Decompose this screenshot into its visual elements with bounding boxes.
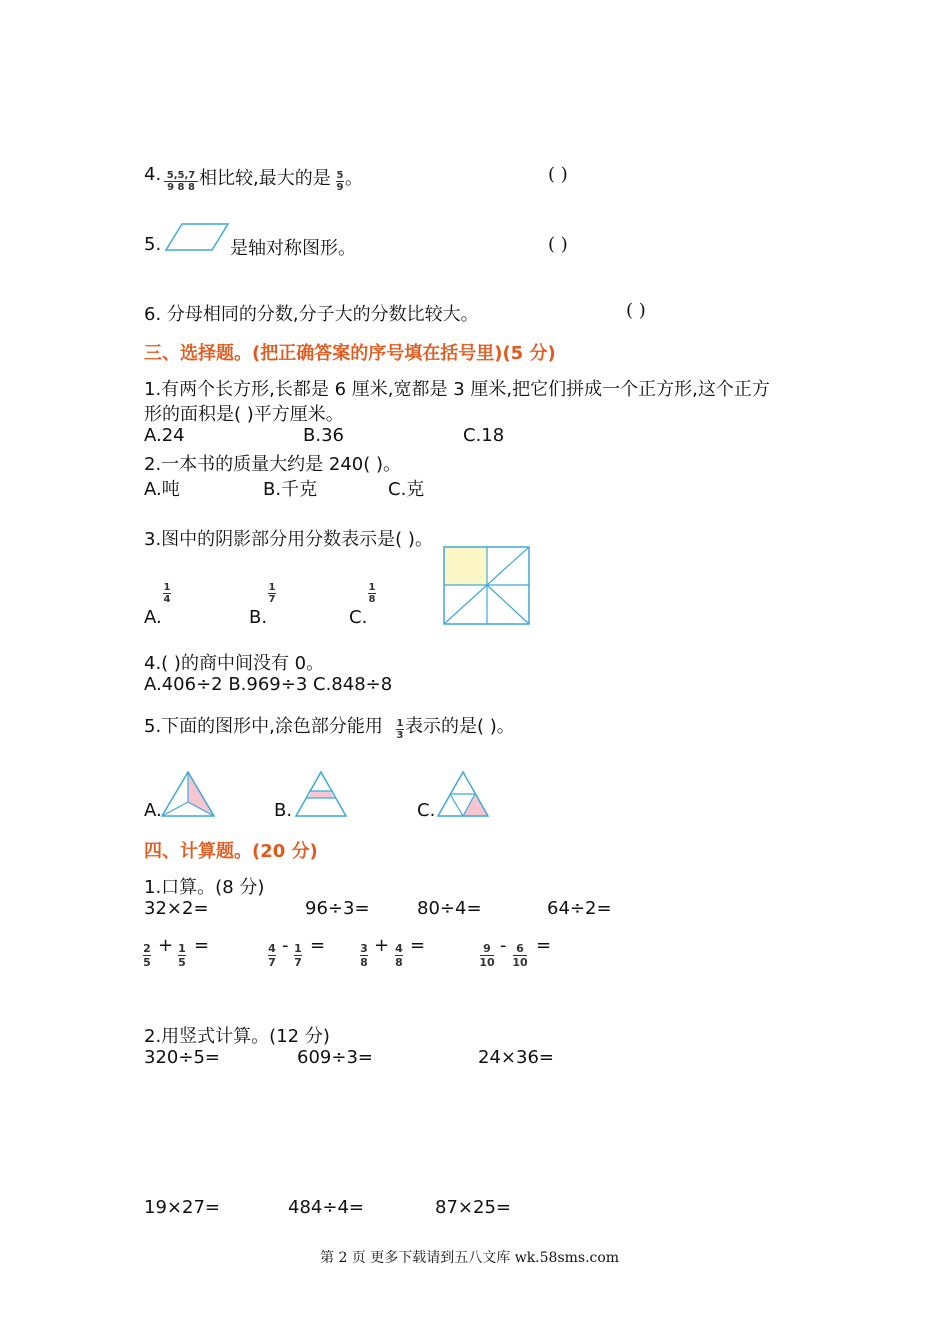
choice-q3-option-c-fraction: 1 8 (368, 582, 376, 605)
choice-q1-option-a[interactable]: A.24 (144, 425, 185, 446)
frac-expr-1-a: 2 5 (143, 942, 151, 969)
choice-q5-text-pre: 5.下面的图形中,涂色部分能用 (144, 716, 383, 737)
vertical-item-5: 484÷4= (288, 1197, 364, 1218)
choice-q1-line1: 1.有两个长方形,长都是 6 厘米,宽都是 3 厘米,把它们拼成一个正方形,这个正方 (144, 379, 770, 400)
frac-expr-4-eq: = (536, 935, 552, 956)
oral-item-4: 64÷2= (547, 898, 612, 919)
choice-q5-fraction: 1 3 (396, 718, 404, 741)
choice-q2-option-c[interactable]: C.克 (388, 479, 425, 500)
vertical-item-4: 19×27= (144, 1197, 220, 1218)
choice-q2-option-b[interactable]: B.千克 (263, 479, 318, 500)
choice-q5-option-a[interactable]: A. (144, 800, 162, 821)
frac-expr-2-b: 1 7 (294, 942, 302, 969)
oral-item-3: 80÷4= (417, 898, 482, 919)
choice-q3-option-a-fraction: 1 4 (163, 582, 171, 605)
frac-expr-3-eq: = (410, 935, 426, 956)
frac-expr-3-a: 3 8 (360, 942, 368, 969)
triangle-figure-c (436, 770, 490, 818)
judge-q5-text: 是轴对称图形。 (230, 238, 356, 259)
frac-expr-4-op: - (500, 935, 507, 956)
frac-expr-3-op: + (374, 935, 390, 956)
triangle-figure-b (294, 770, 348, 818)
choice-q3-text: 3.图中的阴影部分用分数表示是( )。 (144, 529, 433, 550)
choice-q2-option-a[interactable]: A.吨 (144, 479, 180, 500)
frac-expr-1-eq: = (194, 935, 210, 956)
vertical-item-3: 24×36= (478, 1047, 554, 1068)
judge-q4-text: 相比较,最大的是 (199, 168, 331, 189)
choice-q2-text: 2.一本书的质量大约是 240( )。 (144, 454, 402, 475)
vertical-item-1: 320÷5= (144, 1047, 220, 1068)
choice-q5-option-c[interactable]: C. (417, 800, 436, 821)
shaded-square-figure (443, 546, 531, 626)
vertical-item-6: 87×25= (435, 1197, 511, 1218)
page-footer: 第 2 页 更多下载请到五八文库 wk.58sms.com (320, 1250, 620, 1266)
judge-q4-answer-blank[interactable]: ( ) (548, 164, 568, 185)
choice-q1-option-b[interactable]: B.36 (303, 425, 344, 446)
vertical-calc-title: 2.用竖式计算。(12 分) (144, 1026, 330, 1047)
judge-q5-number: 5. (144, 234, 162, 255)
judge-q4-fractions: 5,5,7 9 8 8 (163, 170, 199, 193)
judge-q6-answer-blank[interactable]: ( ) (626, 300, 646, 321)
choice-q5-text-post: 表示的是( )。 (405, 716, 515, 737)
parallelogram-figure (164, 222, 230, 252)
vertical-item-2: 609÷3= (297, 1047, 373, 1068)
frac-expr-1-op: + (158, 935, 174, 956)
choice-q3-option-a[interactable]: A. (144, 607, 162, 628)
choice-q1-option-c[interactable]: C.18 (463, 425, 505, 446)
choice-q3-option-c[interactable]: C. (349, 607, 368, 628)
judge-q5-answer-blank[interactable]: ( ) (548, 234, 568, 255)
judge-q4-end: 。 (345, 168, 363, 189)
frac-expr-4-b: 6 10 (512, 942, 528, 969)
judge-q4-answer-fraction: 5 9 (336, 170, 344, 193)
frac-expr-2-eq: = (310, 935, 326, 956)
choice-q5-option-b[interactable]: B. (274, 800, 293, 821)
section3-heading: 三、选择题。(把正确答案的序号填在括号里)(5 分) (144, 343, 556, 364)
judge-q4-number: 4. (144, 164, 162, 185)
choice-q3-option-b-fraction: 1 7 (268, 582, 276, 605)
section4-heading: 四、计算题。(20 分) (144, 841, 318, 862)
oral-item-1: 32×2= (144, 898, 209, 919)
frac-expr-2-a: 4 7 (268, 942, 276, 969)
triangle-figure-a (160, 770, 216, 818)
frac-expr-2-op: - (282, 935, 289, 956)
judge-q4 (144, 164, 161, 185)
frac-expr-4-a: 9 10 (479, 942, 495, 969)
frac-expr-3-b: 4 8 (395, 942, 403, 969)
choice-q3-option-b[interactable]: B. (249, 607, 268, 628)
oral-item-2: 96÷3= (305, 898, 370, 919)
judge-q6-text: 6. 分母相同的分数,分子大的分数比较大。 (144, 304, 479, 325)
choice-q4-text: 4.( )的商中间没有 0。 (144, 653, 325, 674)
choice-q4-options[interactable]: A.406÷2 B.969÷3 C.848÷8 (144, 674, 393, 695)
choice-q1-line2: 形的面积是( )平方厘米。 (144, 404, 344, 425)
frac-expr-1-b: 1 5 (178, 942, 186, 969)
oral-calc-title: 1.口算。(8 分) (144, 877, 265, 898)
